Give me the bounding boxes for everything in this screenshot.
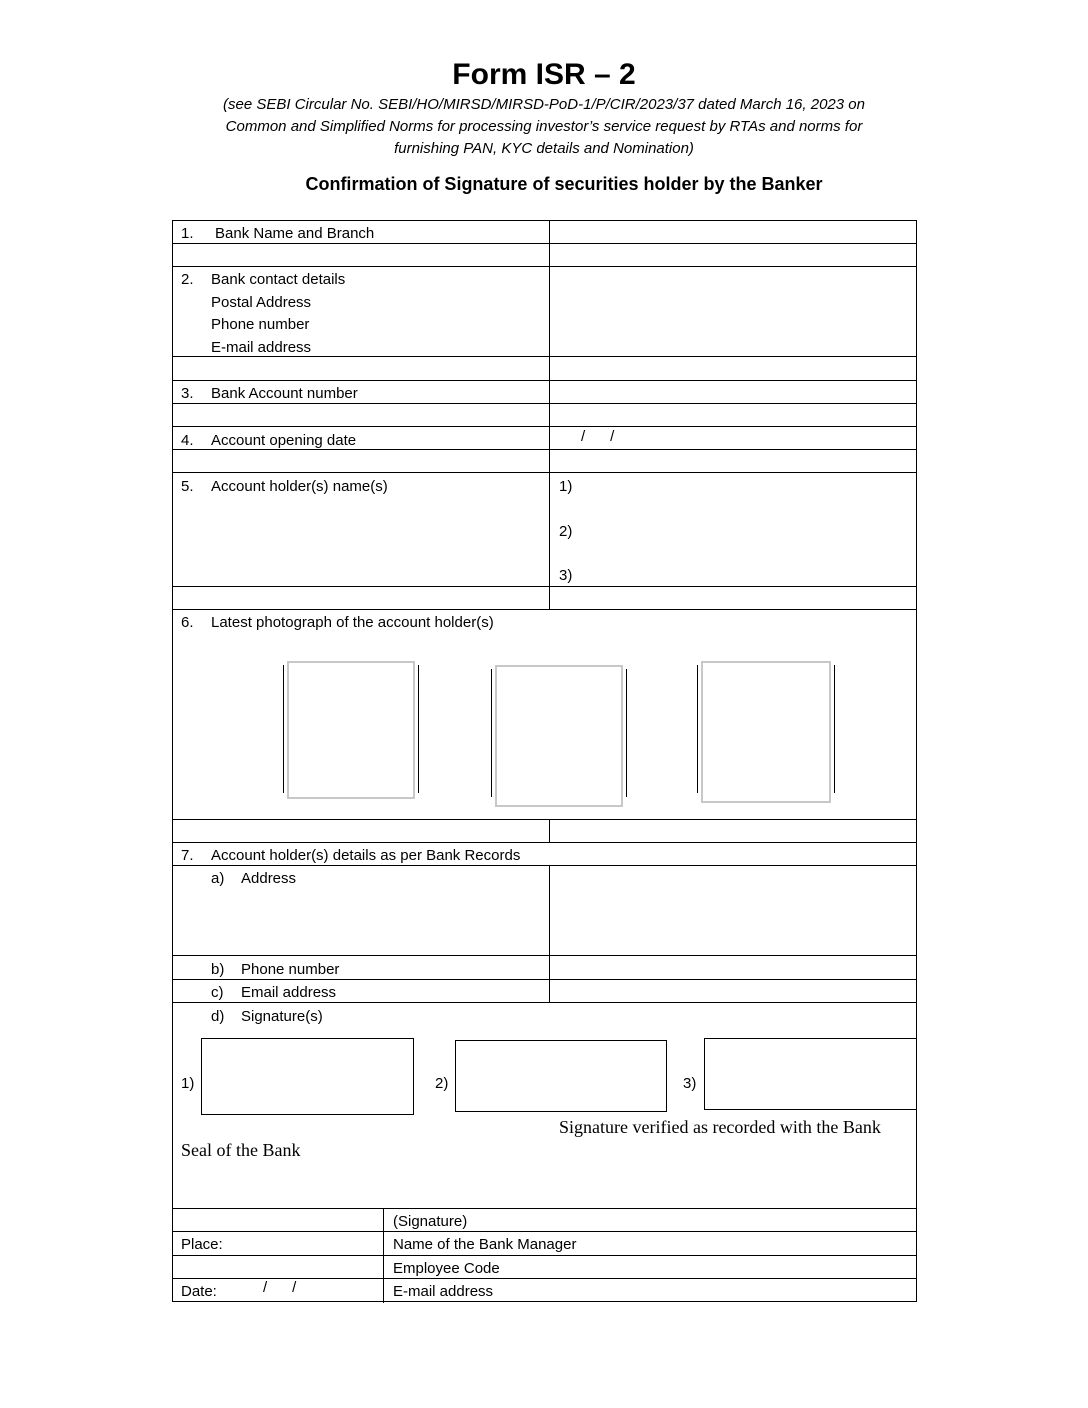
row-divider xyxy=(173,243,916,244)
row-divider xyxy=(173,819,916,820)
email-address-label: E-mail address xyxy=(211,339,312,356)
account-holder-names-label: Account holder(s) name(s) xyxy=(211,478,388,495)
bank-manager-name-label: Name of the Bank Manager xyxy=(393,1236,577,1253)
postal-address-label: Postal Address xyxy=(211,294,312,311)
column-divider xyxy=(549,221,550,609)
holder-phone-number-field[interactable] xyxy=(551,957,915,978)
email-letter: c) xyxy=(211,984,224,1001)
signature-letter: d) xyxy=(211,1008,225,1025)
row-divider xyxy=(173,1002,916,1003)
address-field[interactable] xyxy=(551,867,915,954)
holder-name-3[interactable]: 3) xyxy=(559,567,573,584)
holder-email-address-label: Email address xyxy=(241,984,337,1001)
form-subtitle xyxy=(150,94,938,160)
signature-number-1: 1) xyxy=(181,1075,195,1092)
employee-code-label: Employee Code xyxy=(393,1260,500,1277)
bank-contact-details-field[interactable] xyxy=(551,268,915,355)
column-divider xyxy=(549,819,550,842)
form-title: Form ISR – 2 xyxy=(452,58,636,91)
phone-letter: b) xyxy=(211,961,225,978)
row-4-number: 4. xyxy=(181,432,194,449)
signature-number-3: 3) xyxy=(683,1075,697,1092)
row-divider xyxy=(173,472,916,473)
holder-email-address-field[interactable] xyxy=(551,981,915,1001)
subtitle-line-1: (see SEBI Circular No. SEBI/HO/MIRSD/MIRSD-PoD-1/P/CIR/2023/37 dated March 16, 2023 on xyxy=(223,96,865,113)
manager-email-label: E-mail address xyxy=(393,1283,494,1300)
row-divider xyxy=(173,403,916,404)
account-opening-date-separators[interactable]: / / xyxy=(581,428,615,445)
column-divider xyxy=(549,865,550,1002)
seal-of-bank-text: Seal of the Bank xyxy=(181,1140,301,1160)
row-7-number: 7. xyxy=(181,847,194,864)
row-divider xyxy=(173,266,916,267)
account-opening-date-label: Account opening date xyxy=(211,432,357,449)
photo-box-1[interactable] xyxy=(287,661,415,799)
address-letter: a) xyxy=(211,870,225,887)
row-divider xyxy=(173,979,916,980)
bank-account-number-field[interactable] xyxy=(551,382,915,402)
date-separators[interactable]: / / xyxy=(263,1279,297,1296)
signature-box-1[interactable] xyxy=(201,1038,414,1115)
row-5-number: 5. xyxy=(181,478,194,495)
place-label: Place: xyxy=(181,1236,223,1253)
latest-photograph-label: Latest photograph of the account holder(s) xyxy=(211,614,494,631)
holder-name-2[interactable]: 2) xyxy=(559,523,573,540)
bank-name-branch-field[interactable] xyxy=(551,222,915,242)
row-divider xyxy=(173,586,916,587)
form-heading: Confirmation of Signature of securities holder by the Banker xyxy=(305,174,823,194)
row-6-number: 6. xyxy=(181,614,194,631)
signature-verified-text: Signature verified as recorded with the Bank xyxy=(559,1117,881,1137)
photo-box-2[interactable] xyxy=(495,665,623,807)
row-divider xyxy=(173,1255,916,1256)
row-1-number: 1. xyxy=(181,225,194,242)
row-divider xyxy=(173,609,916,610)
row-divider xyxy=(173,380,916,381)
column-divider xyxy=(383,1208,384,1303)
row-divider xyxy=(173,1208,916,1209)
bank-name-branch-label: Bank Name and Branch xyxy=(215,225,375,242)
row-divider xyxy=(173,426,916,427)
holder-name-1[interactable]: 1) xyxy=(559,478,573,495)
bank-contact-details-label: Bank contact details xyxy=(211,271,346,288)
row-3-number: 3. xyxy=(181,385,194,402)
subtitle-line-2: Common and Simplified Norms for processing investor’s service request by RTAs and norms for xyxy=(225,118,863,135)
photo-box-3[interactable] xyxy=(701,661,831,803)
holder-phone-number-label: Phone number xyxy=(241,961,340,978)
subtitle-line-3: furnishing PAN, KYC details and Nomination) xyxy=(394,140,694,157)
phone-number-label: Phone number xyxy=(211,316,310,333)
row-divider xyxy=(173,1231,916,1232)
bank-account-number-label: Bank Account number xyxy=(211,385,358,402)
row-divider xyxy=(173,842,916,843)
address-label: Address xyxy=(241,870,297,887)
signatures-label: Signature(s) xyxy=(241,1008,323,1025)
row-2-number: 2. xyxy=(181,271,194,288)
signature-box-2[interactable] xyxy=(455,1040,667,1112)
row-divider xyxy=(173,865,916,866)
account-holder-details-label: Account holder(s) details as per Bank Records xyxy=(211,847,521,864)
date-label: Date: xyxy=(181,1283,217,1300)
signature-number-2: 2) xyxy=(435,1075,449,1092)
row-divider xyxy=(173,356,916,357)
signature-label: (Signature) xyxy=(393,1213,468,1230)
row-divider xyxy=(173,449,916,450)
signature-box-3[interactable] xyxy=(704,1038,917,1110)
row-divider xyxy=(173,955,916,956)
form-table xyxy=(172,220,917,1302)
